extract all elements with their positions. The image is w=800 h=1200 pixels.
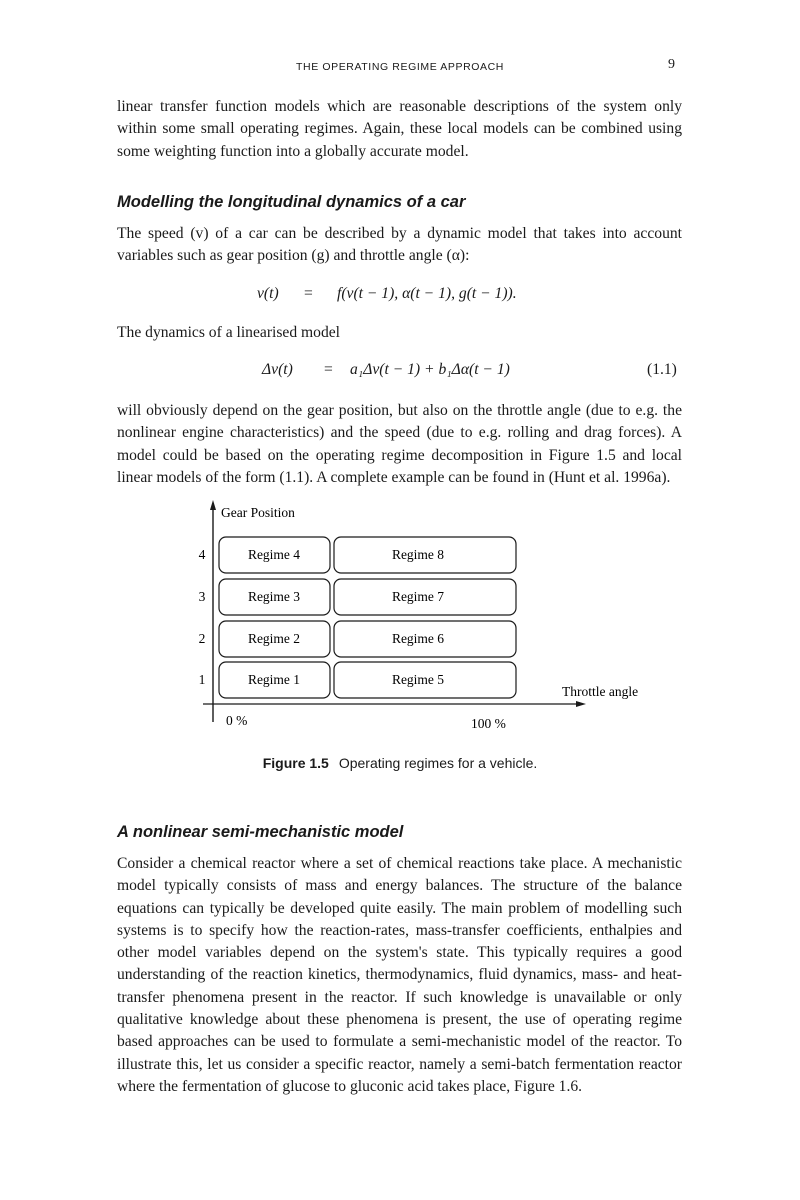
gear-level-2: 2: [198, 631, 206, 646]
figure-caption-label: Figure 1.5: [262, 755, 329, 771]
regime-box-4: [219, 537, 330, 573]
x-tick-0-percent: 0 %: [226, 713, 248, 728]
operating-regimes-figure: [0, 495, 800, 745]
regime-box-8: [334, 537, 516, 573]
gear-level-1: 1: [198, 672, 206, 687]
gear-level-4: 4: [198, 547, 206, 562]
regime-box-7: [334, 579, 516, 615]
equation-1-lhs: v(t): [257, 285, 279, 302]
regime-box-3: [219, 579, 330, 615]
regime-label-1: Regime 1: [247, 672, 301, 687]
page-number: 9: [668, 57, 675, 72]
regime-label-6: Regime 6: [391, 631, 445, 646]
y-axis-label: Gear Position: [221, 505, 295, 520]
regime-label-5: Regime 5: [391, 672, 445, 687]
y-axis-arrowhead: [210, 500, 216, 510]
section-heading-car: Modelling the longitudinal dynamics of a car: [117, 193, 466, 211]
equation-2-number: (1.1): [647, 361, 677, 378]
regime-label-2: Regime 2: [247, 631, 301, 646]
equation-1-rhs: f(v(t − 1), α(t − 1), g(t − 1)).: [337, 285, 517, 302]
regime-label-3: Regime 3: [247, 589, 301, 604]
equation-1-equals: =: [303, 285, 314, 302]
paragraph-chemical-reactor: Consider a chemical reactor where a set of chemical reactions take place. A mechanistic model typically consists of mass and energy balances. The structure of the balance equations can typically be developed quite easily. The main problem of modelling such systems is to specify how the reaction-rates, mass-transfer coefficients, enthalpies and other model variables depend on the system's state. This typically requires a good understanding of the reaction kinetics, thermodynamics, fluid dynamics, mass- and heat-transfer phenomena present in the reactor. If such knowledge is unavailable or only qualitative knowledge about these phenomena is present, the use of operating regime based approaches can be used to formulate a semi-mechanistic model of the reactor. To illustrate this, let us consider a specific reactor, namely a semi-batch fermentation reactor where the fermentation of glucose to gluconic acid takes place, Figure 1.6.: [117, 855, 682, 1095]
x-axis-arrowhead: [576, 701, 586, 707]
regime-label-7: Regime 7: [391, 589, 445, 604]
regime-label-4: Regime 4: [247, 547, 301, 562]
paragraph-gear-dependence: will obviously depend on the gear position, but also on the throttle angle (due to e.g. the nonlinear engine characteristics) and the speed (due to e.g. rolling and drag forces). A model could be based on the operating regime decomposition in Figure 1.5 and local linear models of the form (1.1). A complete example can be found in (Hunt et al. 1996a).: [117, 402, 682, 486]
regime-box-5: [334, 662, 516, 698]
paragraph-linearised: The dynamics of a linearised model: [117, 324, 341, 341]
intro-paragraph: linear transfer function models which are reasonable descriptions of the system only within some small operating regimes. Again, these local models can be combined using some weighting function into a globally accurate model.: [117, 98, 682, 160]
paragraph-speed-model: The speed (v) of a car can be described by a dynamic model that takes into account variables such as gear position (g) and throttle angle (α):: [117, 225, 682, 265]
equation-2-lhs: Δv(t): [262, 361, 293, 378]
gear-level-3: 3: [198, 589, 206, 604]
regime-box-6: [334, 621, 516, 657]
regime-box-2: [219, 621, 330, 657]
regime-box-1: [219, 662, 330, 698]
regime-label-8: Regime 8: [391, 547, 445, 562]
x-tick-100-percent: 100 %: [471, 716, 506, 731]
figure-caption: [0, 755, 800, 771]
x-axis-label: Throttle angle: [562, 684, 639, 699]
section-heading-semi-mechanistic: A nonlinear semi-mechanistic model: [117, 823, 404, 841]
equation-2-equals: =: [323, 361, 334, 378]
running-head: THE OPERATING REGIME APPROACH: [296, 61, 504, 73]
figure-caption-text: Operating regimes for a vehicle.: [338, 755, 538, 771]
equation-2-rhs: a₁Δv(t − 1) + b₁Δα(t − 1): [350, 361, 510, 378]
